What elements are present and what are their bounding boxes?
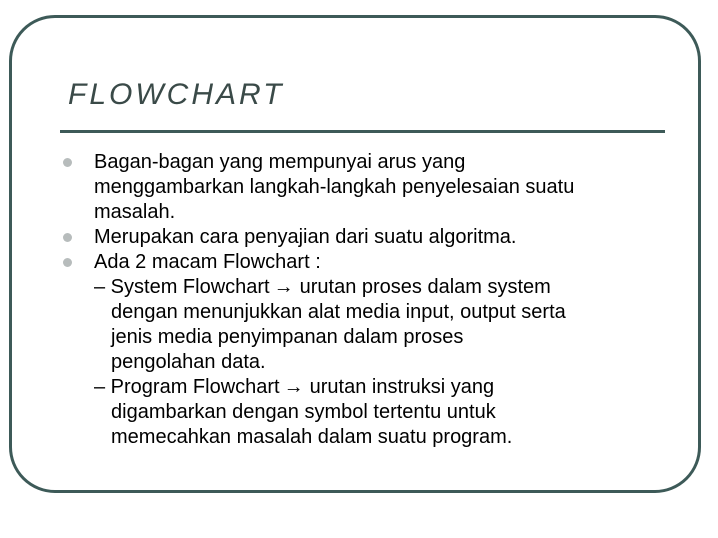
sub-item-prefix: – System Flowchart <box>94 276 270 298</box>
title-divider <box>60 130 665 133</box>
sub-item-system-flowchart <box>94 275 654 300</box>
bullet-dot-icon <box>63 258 72 267</box>
bullet-item <box>94 250 654 450</box>
sub-item-prefix: – Program Flowchart <box>94 376 280 398</box>
arrow-right-icon: → <box>273 276 294 298</box>
bullet-dot-icon <box>63 158 72 167</box>
arrow-right-icon: → <box>283 376 304 398</box>
slide-content <box>94 150 654 450</box>
bullet-text-line: Merupakan cara penyajian dari suatu algoritma. <box>94 226 517 248</box>
bullet-item <box>94 150 654 225</box>
sub-item-continuation: digambarkan dengan symbol tertentu untuk <box>111 401 496 423</box>
bullet-text-line: Bagan-bagan yang mempunyai arus yang <box>94 151 466 173</box>
sub-item-continuation: memecahkan masalah dalam suatu program. <box>111 426 513 448</box>
bullet-text-line: Ada 2 macam Flowchart : <box>94 251 321 273</box>
slide-title: FLOWCHART <box>68 78 285 111</box>
sub-item-continuation: pengolahan data. <box>111 351 266 373</box>
bullet-text-line: masalah. <box>94 201 176 223</box>
bullet-item <box>94 225 654 250</box>
sub-item-text: urutan proses dalam system <box>299 276 551 298</box>
bullet-text-line: menggambarkan langkah-langkah penyelesaian suatu <box>94 176 575 198</box>
sub-item-text: urutan instruksi yang <box>309 376 495 398</box>
sub-item-program-flowchart <box>94 375 654 400</box>
sub-item-continuation: dengan menunjukkan alat media input, output serta <box>111 301 566 323</box>
sub-item-continuation: jenis media penyimpanan dalam proses <box>111 326 464 348</box>
bullet-dot-icon <box>63 233 72 242</box>
